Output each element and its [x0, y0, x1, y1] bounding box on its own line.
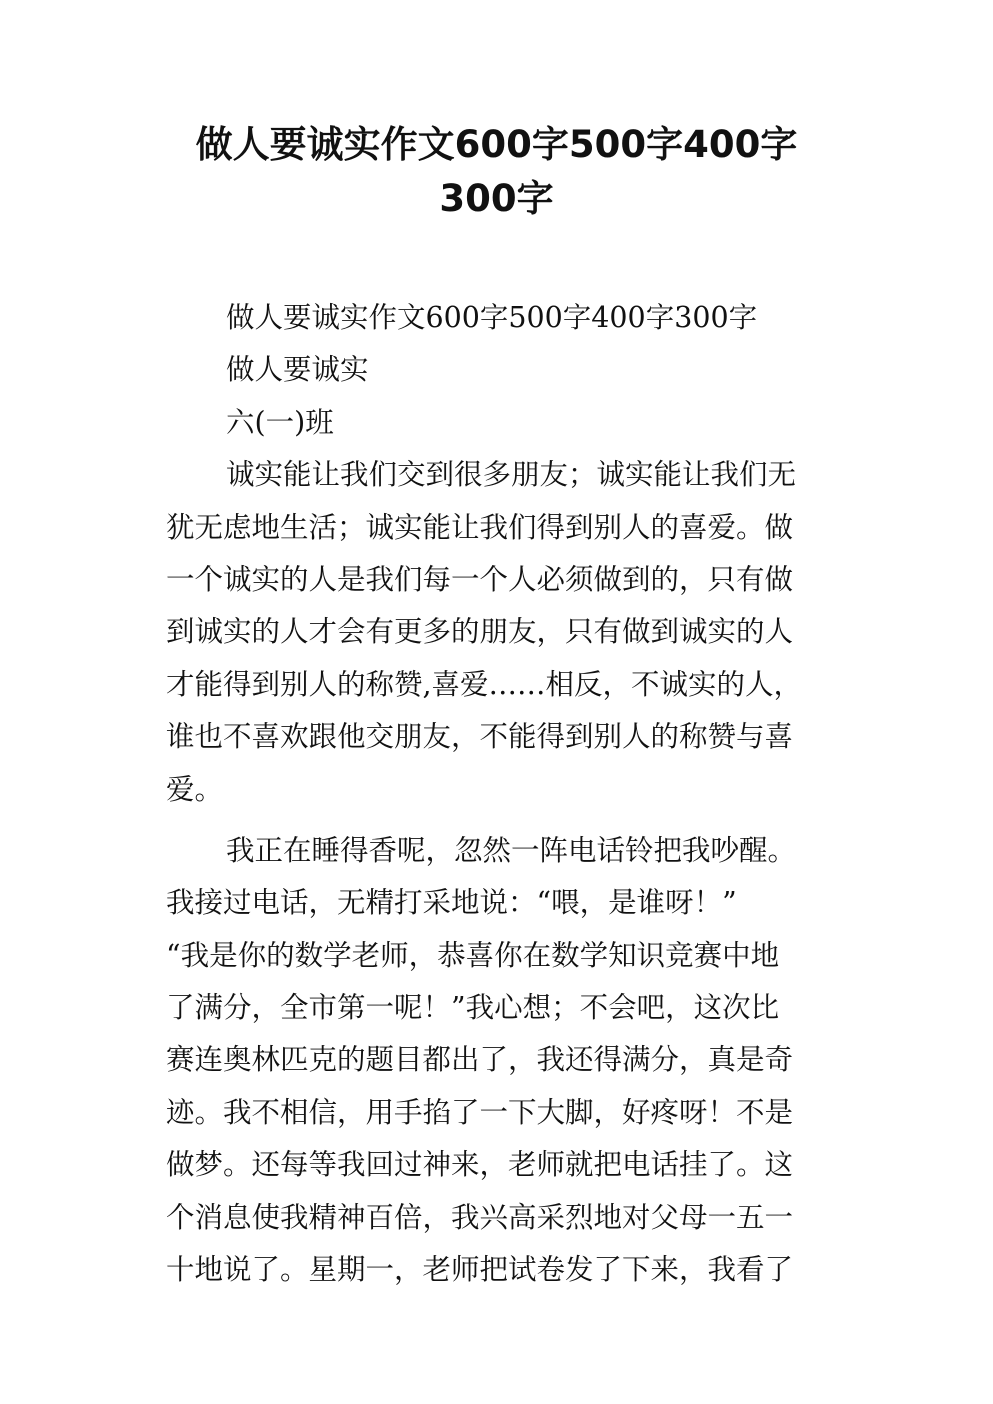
paragraph-line: 谁也不喜欢跟他交朋友，不能得到别人的称赞与喜 — [166, 720, 794, 754]
paragraph-line: 做人要诚实作文600字500字400字300字 — [226, 301, 758, 334]
paragraph-line: 做梦。还每等我回过神来，老师就把电话挂了。这 — [166, 1148, 794, 1182]
paragraph-line: 才能得到别人的称赞,喜爱……相反，不诚实的人， — [166, 667, 803, 701]
paragraph-line: 迹。我不相信，用手掐了一下大脚，好疼呀！不是 — [166, 1095, 794, 1129]
document-title — [110, 118, 883, 226]
paragraph-line: “我是你的数学老师，恭喜你在数学知识竞赛中地 — [166, 938, 780, 972]
title-line-2: 300字 — [439, 177, 554, 220]
paragraph-line: 六(一)班 — [226, 405, 334, 439]
paragraph-line: 爱。 — [166, 772, 224, 806]
paragraph-gap — [166, 816, 831, 825]
paragraph-line: 诚实能让我们交到很多朋友；诚实能让我们无 — [226, 458, 797, 492]
paragraph-line: 一个诚实的人是我们每一个人必须做到的，只有做 — [166, 562, 794, 596]
paragraph-line: 我正在睡得香呢，忽然一阵电话铃把我吵醒。 — [226, 833, 797, 867]
title-line-1: 做人要诚实作文600字500字400字 — [195, 123, 798, 166]
paragraph-line: 十地说了。星期一，老师把试卷发了下来，我看了 — [166, 1253, 794, 1287]
document-body — [166, 292, 831, 1296]
paragraph-line: 个消息使我精神百倍，我兴高采烈地对父母一五一 — [166, 1200, 794, 1234]
paragraph-line: 我接过电话，无精打采地说：“喂，是谁呀！” — [166, 886, 737, 920]
paragraph-line: 到诚实的人才会有更多的朋友，只有做到诚实的人 — [166, 615, 794, 649]
paragraph-line: 了满分，全市第一呢！”我心想；不会吧，这次比 — [166, 991, 780, 1025]
paragraph-line: 犹无虑地生活；诚实能让我们得到别人的喜爱。做 — [166, 510, 794, 544]
paragraph-line: 做人要诚实 — [226, 353, 369, 387]
paragraph-line: 赛连奥林匹克的题目都出了，我还得满分，真是奇 — [166, 1043, 794, 1077]
